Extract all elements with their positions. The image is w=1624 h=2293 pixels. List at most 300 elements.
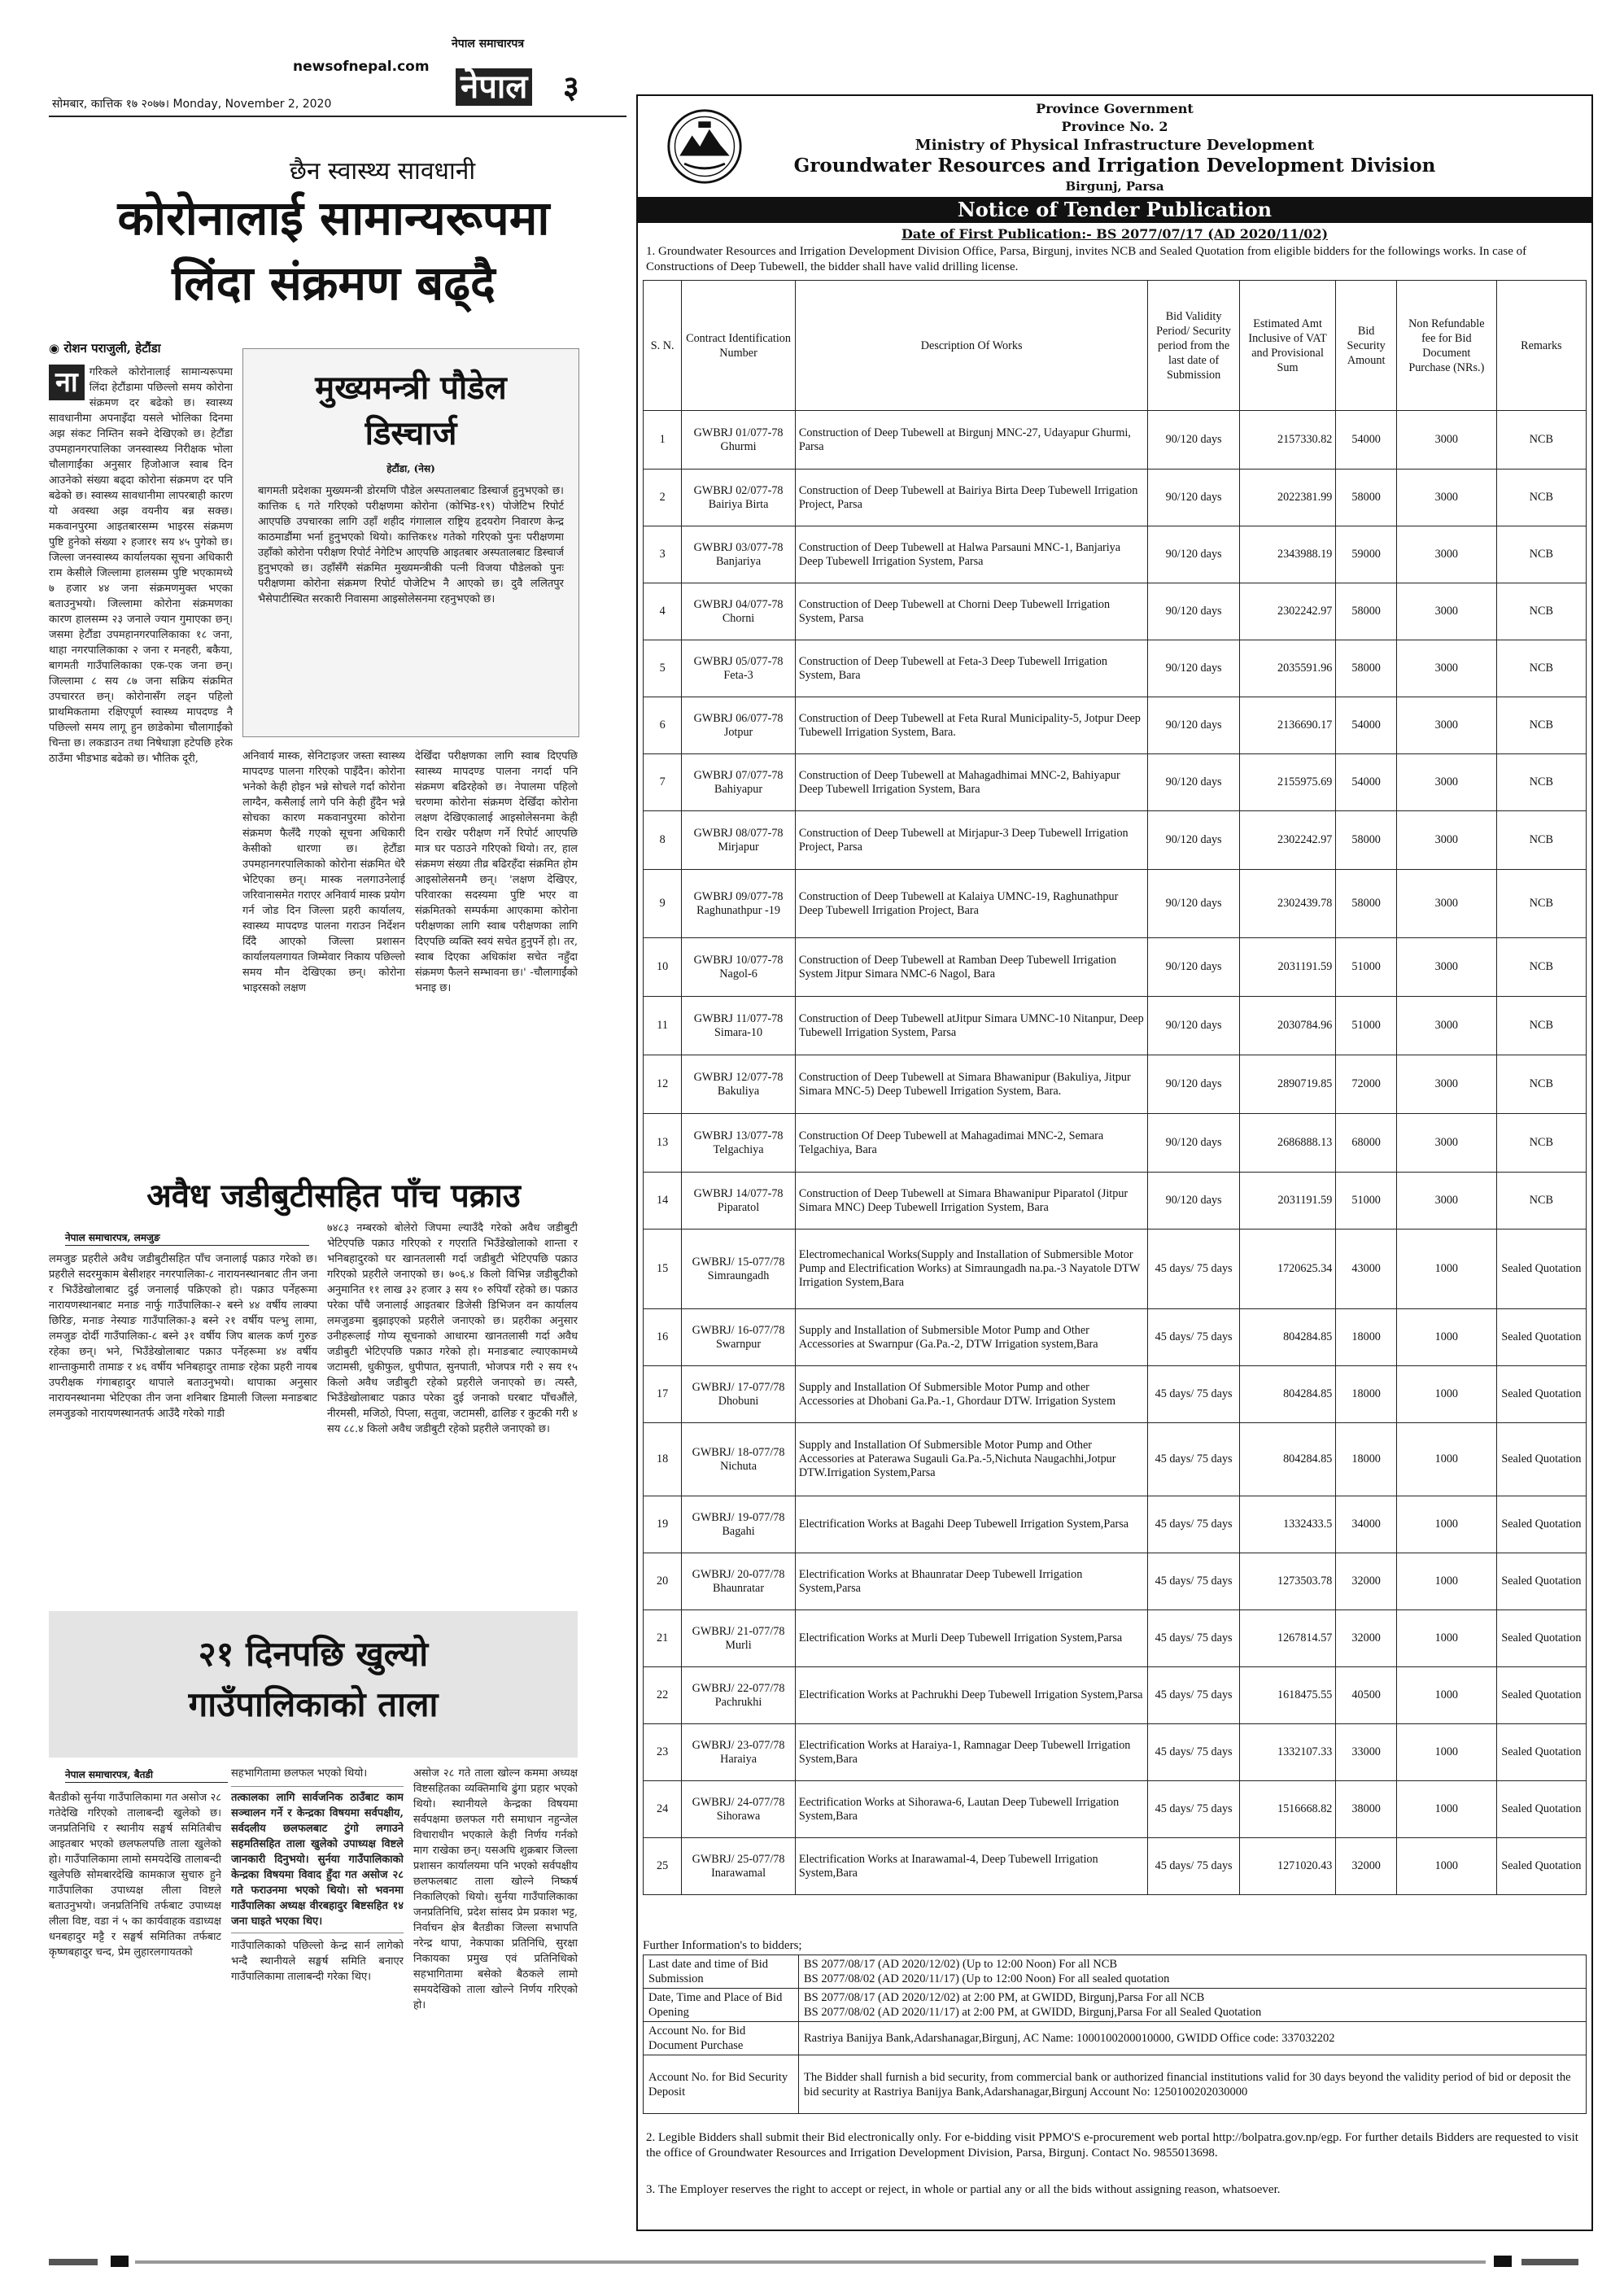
- cell-bid-validity: 45 days/ 75 days: [1148, 1496, 1239, 1553]
- notice-line-3: Ministry of Physical Infrastructure Development: [915, 137, 1315, 154]
- cell-remarks: Sealed Quotation: [1496, 1309, 1586, 1366]
- cell-estimated-amount: 2302242.97: [1239, 811, 1336, 870]
- cell-description: Electrification Works at Bhaunratar Deep Tubewell Irrigation System,Parsa: [795, 1553, 1148, 1610]
- cell-remarks: Sealed Quotation: [1496, 1366, 1586, 1423]
- cell-sn: 7: [644, 754, 682, 811]
- cell-remarks: NCB: [1496, 470, 1586, 526]
- cell-contract-id: GWBRJ/ 19-077/78 Bagahi: [682, 1496, 796, 1553]
- cell-description: Construction of Deep Tubewell at Feta Rural Municipality-5, Jotpur Deep Tubewell Irrigation System, Bara.: [795, 697, 1148, 754]
- cell-estimated-amount: 2343988.19: [1239, 526, 1336, 583]
- cell-bid-security: 18000: [1336, 1309, 1397, 1366]
- bidder-info-body: [644, 1955, 1587, 2114]
- col-header-bid-security: Bid Security Amount: [1336, 281, 1397, 411]
- cell-sn: 1: [644, 411, 682, 470]
- info-row: [644, 1989, 1587, 2022]
- cell-contract-id: GWBRJ 13/077-78 Telgachiya: [682, 1114, 796, 1173]
- cell-bid-fee: 3000: [1396, 870, 1496, 938]
- cell-estimated-amount: 2136690.17: [1239, 697, 1336, 754]
- cell-sn: 15: [644, 1229, 682, 1309]
- info-value: [799, 2022, 1587, 2055]
- col-header-bid-fee: Non Refundable fee for Bid Document Purchase (NRs.): [1396, 281, 1496, 411]
- cell-sn: 16: [644, 1309, 682, 1366]
- cell-bid-fee: 3000: [1396, 470, 1496, 526]
- notice-division-title: Groundwater Resources and Irrigation Development Division: [793, 155, 1436, 177]
- tender-row: [644, 1229, 1587, 1309]
- cell-bid-validity: 90/120 days: [1148, 997, 1239, 1055]
- story3-highlight: तत्कालका लागि सार्वजनिक ठाउँबाट काम सञ्चालन गर्ने र केन्द्रका विषयमा सर्वपक्षीय, सर्वदलीय छलफलबाट टुंगो लगाउने सहमतिसहित ताला खुलेको उपाध्यक्ष विष्टले जानकारी दिनुभयो। सुर्नया गाउँपालिकाको केन्द्रका विषयमा विवाद हुँदा गत असोज २८ गते फराउनमा भएको थियो। सो भवनमा गाउँपालिका अध्यक्ष वीरबहादुर बिष्टसहित १४ जना घाइते भएका थिए।: [231, 1786, 404, 1933]
- cell-description: Construction of Deep Tubewell at Simara Bhawanipur (Bakuliya, Jitpur Simara MNC-5) Deep Tubewell Irrigation System, Bara.: [795, 1055, 1148, 1114]
- cell-bid-validity: 90/120 days: [1148, 1114, 1239, 1173]
- tender-row: [644, 1366, 1587, 1423]
- cell-bid-security: 58000: [1336, 470, 1397, 526]
- cell-estimated-amount: 1332107.33: [1239, 1724, 1336, 1781]
- cell-bid-fee: 3000: [1396, 1173, 1496, 1229]
- cell-bid-fee: 1000: [1396, 1366, 1496, 1423]
- cell-remarks: Sealed Quotation: [1496, 1229, 1586, 1309]
- tender-row: [644, 997, 1587, 1055]
- cell-bid-fee: 1000: [1396, 1781, 1496, 1838]
- cell-bid-security: 54000: [1336, 411, 1397, 470]
- cell-bid-fee: 1000: [1396, 1610, 1496, 1667]
- cell-description: Construction of Deep Tubewell at Simara Bhawanipur Piparatol (Jitpur Simara MNC) Deep Tubewell Irrigation System, Bara: [795, 1173, 1148, 1229]
- cell-contract-id: GWBRJ/ 25-077/78 Inarawamal: [682, 1838, 796, 1895]
- tender-row: [644, 1423, 1587, 1496]
- tender-table: [643, 280, 1587, 1895]
- story3-headline-line2: गाउँपालिकाको ताला: [188, 1684, 439, 1724]
- info-label: Account No. for Bid Document Purchase: [644, 2022, 799, 2055]
- story1-headline-line1: कोरोनालाई सामान्यरूपमा: [117, 190, 550, 246]
- cell-bid-fee: 3000: [1396, 526, 1496, 583]
- cell-description: Construction of Deep Tubewell at Feta-3 Deep Tubewell Irrigation System, Bara: [795, 640, 1148, 697]
- col-header-description: Description Of Works: [795, 281, 1148, 411]
- notice-publication-date: Date of First Publication:- BS 2077/07/17 (AD 2020/11/02): [901, 226, 1329, 242]
- cell-remarks: Sealed Quotation: [1496, 1667, 1586, 1724]
- tender-row: [644, 1173, 1587, 1229]
- story1-byline: ◉ रोशन पराजुली, हेटौंडा: [49, 341, 161, 356]
- story3-column-1: बैतडीको सुर्नया गाउँपालिकामा गत असोज २८ गतेदेखि गरिएको तालाबन्दी खुलेको छ। जनप्रतिनिधि र स्थानीय सङ्घर्ष समितिबीच आइतबार भएको छलफलपछि ताला खुलेको हो। गाउँपालिकामा लामो समयदेखि तालाबन्दी खुलेपछि सोमबारदेखि कामकाज सुचारु हुने गाउँपालिका उपाध्यक्ष लीला विष्टले बताउनुभयो। जनप्रतिनिधि तर्फबाट उपाध्यक्ष लीला विष्ट, वडा नं ५ का कार्यवाहक वडाध्यक्ष धनबहादुर मट्टै र सङ्घर्ष समितिका तर्फबाट कृष्णबहादुर चन्द, प्रेम लुहारलगायतको: [49, 1792, 221, 1959]
- cell-bid-validity: 45 days/ 75 days: [1148, 1838, 1239, 1895]
- cell-contract-id: GWBRJ/ 23-077/78 Haraiya: [682, 1724, 796, 1781]
- cell-sn: 24: [644, 1781, 682, 1838]
- tender-row: [644, 526, 1587, 583]
- cell-bid-validity: 90/120 days: [1148, 640, 1239, 697]
- cell-estimated-amount: 1720625.34: [1239, 1229, 1336, 1309]
- cell-description: Construction of Deep Tubewell at Kalaiya UMNC-19, Raghunathpur Deep Tubewell Irrigation Project, Bara: [795, 870, 1148, 938]
- cell-contract-id: GWBRJ 08/077-78 Mirjapur: [682, 811, 796, 870]
- cell-bid-validity: 45 days/ 75 days: [1148, 1229, 1239, 1309]
- cell-remarks: NCB: [1496, 938, 1586, 997]
- info-value-line-1: BS 2077/08/17 (AD 2020/12/02) (Up to 12:00 Noon) For all NCB: [804, 1958, 1118, 1971]
- cell-bid-validity: 90/120 days: [1148, 938, 1239, 997]
- cell-contract-id: GWBRJ 12/077-78 Bakuliya: [682, 1055, 796, 1114]
- notice-line-5: Birgunj, Parsa: [1065, 179, 1164, 194]
- tender-row: [644, 640, 1587, 697]
- story2-tag-underline: [65, 1245, 309, 1246]
- cell-description: Electrification Works at Murli Deep Tubewell Irrigation System,Parsa: [795, 1610, 1148, 1667]
- footer-block-right: [1494, 2256, 1512, 2267]
- cell-bid-security: 59000: [1336, 526, 1397, 583]
- cell-sn: 6: [644, 697, 682, 754]
- cell-remarks: Sealed Quotation: [1496, 1423, 1586, 1496]
- cell-bid-validity: 45 days/ 75 days: [1148, 1309, 1239, 1366]
- cell-bid-fee: 1000: [1396, 1309, 1496, 1366]
- cell-remarks: Sealed Quotation: [1496, 1610, 1586, 1667]
- cell-bid-validity: 90/120 days: [1148, 526, 1239, 583]
- cell-remarks: Sealed Quotation: [1496, 1496, 1586, 1553]
- cell-bid-security: 51000: [1336, 1173, 1397, 1229]
- cell-contract-id: GWBRJ/ 18-077/78 Nichuta: [682, 1423, 796, 1496]
- tender-table-body: [644, 411, 1587, 1895]
- tender-row: [644, 697, 1587, 754]
- cell-contract-id: GWBRJ/ 16-077/78 Swarnpur: [682, 1309, 796, 1366]
- info-value: [799, 1955, 1587, 1989]
- chief-minister-box-place: हेटौंडा, (नेस): [386, 463, 435, 474]
- cell-description: Construction of Deep Tubewell at Halwa Parsauni MNC-1, Banjariya Deep Tubewell Irrigation System, Parsa: [795, 526, 1148, 583]
- story1-headline-line2: लिंदा संक्रमण बढ्दै: [172, 256, 495, 311]
- page-number: ३: [563, 69, 579, 105]
- cell-remarks: Sealed Quotation: [1496, 1781, 1586, 1838]
- story2-headline: अवैध जडीबुटीसहित पाँच पक्राउ: [146, 1177, 521, 1215]
- cell-bid-validity: 45 days/ 75 days: [1148, 1724, 1239, 1781]
- tender-row: [644, 1055, 1587, 1114]
- cell-description: Electromechanical Works(Supply and Installation of Submersible Motor Pump and Electrification Works) at Simraungadh na.pa.-3 Nayatole DTW Irrigation System,Bara: [795, 1229, 1148, 1309]
- cell-description: Construction Of Deep Tubewell at Mahagadimai MNC-2, Semara Telgachiya, Bara: [795, 1114, 1148, 1173]
- cell-remarks: NCB: [1496, 754, 1586, 811]
- cell-contract-id: GWBRJ/ 15-077/78 Simraungadh: [682, 1229, 796, 1309]
- info-value-line-2: BS 2077/08/02 (AD 2020/11/17) at 2:00 PM, at GWIDD, Birgunj,Parsa For all Sealed Quotation: [804, 2006, 1262, 2019]
- notice-line-2: Province No. 2: [1061, 119, 1168, 134]
- cell-remarks: NCB: [1496, 1173, 1586, 1229]
- cell-bid-fee: 3000: [1396, 1055, 1496, 1114]
- story2-tagline: नेपाल समाचारपत्र, लमजुङ: [65, 1232, 160, 1243]
- further-info-heading: Further Information's to bidders;: [643, 1939, 802, 1952]
- footer-rule-right: [1521, 2259, 1578, 2265]
- cell-bid-fee: 3000: [1396, 640, 1496, 697]
- cell-contract-id: GWBRJ/ 17-077/78 Dhobuni: [682, 1366, 796, 1423]
- info-row: [644, 1955, 1587, 1989]
- cell-bid-validity: 45 days/ 75 days: [1148, 1553, 1239, 1610]
- cell-sn: 5: [644, 640, 682, 697]
- cell-remarks: NCB: [1496, 583, 1586, 640]
- footer-block-left: [111, 2256, 129, 2267]
- cell-description: Electrification Works at Inarawamal-4, Deep Tubewell Irrigation System,Bara: [795, 1838, 1148, 1895]
- cell-bid-security: 54000: [1336, 697, 1397, 754]
- tender-row: [644, 811, 1587, 870]
- footer-rule-center: [135, 2260, 1486, 2264]
- cell-bid-security: 32000: [1336, 1553, 1397, 1610]
- cell-remarks: NCB: [1496, 997, 1586, 1055]
- cell-description: Eectrification Works at Sihorawa-6, Lautan Deep Tubewell Irrigation System,Bara: [795, 1781, 1148, 1838]
- cell-estimated-amount: 2155975.69: [1239, 754, 1336, 811]
- cell-estimated-amount: 2686888.13: [1239, 1114, 1336, 1173]
- paper-name-big: नेपाल: [456, 68, 532, 106]
- cell-contract-id: GWBRJ 04/077-78 Chorni: [682, 583, 796, 640]
- cell-bid-validity: 45 days/ 75 days: [1148, 1610, 1239, 1667]
- story1-column-2: अनिवार्य मास्क, सेनिटाइजर जस्ता स्वास्थ्य मापदण्ड पालना गरिएको पाइँदैन। कोरोना भनेको केही होइन भन्ने सोचले गर्दा कोरोना लाग्दैन, कसैलाई लागे पनि केही हुँदैन भन्ने सोचका कारण मकवानपुरमा कोरोना संक्रमण फैलँदै गएको सूचना अधिकारी केसीको धारणा छ। हेटौंडा उपमहानगरपालिकाको कोरोना संक्रमित धेरै भेटिएका छन्। मास्क नलगाउनेलाई जरिवानासमेत गराएर अनिवार्य मास्क प्रयोग गर्न जोड दिन जिल्ला प्रहरी कार्यालय, स्वास्थ्य मापदण्ड पालना गराउन निर्देशन दिँदै आएको जिल्ला प्रशासन कार्यालयलगायत जिम्मेवार निकाय पछिल्लो समय मौन देखिएका छन्। कोरोना भाइरसको लक्षण: [242, 750, 405, 994]
- cell-bid-security: 33000: [1336, 1724, 1397, 1781]
- info-value-line-2: BS 2077/08/02 (AD 2020/11/17) (Up to 12:00 Noon) For all sealed quotation: [804, 1972, 1170, 1985]
- story2-column-2: ७४८३ नम्बरको बोलेरो जिपमा ल्याउँदै गरेको अवैध जडीबुटी भेटिएपछि पक्राउ गरिएको र गएराति भिउँडेखोलाको शान्ता र भनिबहादुरको घर खानतलासी गर्दा जडीबुटी भेटिएपछि पक्राउ गरिएको प्रहरीले जनाएको छ। ७०६.४ किलो विभिन्न जडीबुटीको अनुमानित ११ लाख ३२ हजार ३ सय १० रुपियाँ रहेको छ। पक्राउ परेका पाँचै जनालाई आइतबार डिजेसी डिभिजन वन कार्यालय लमजुङमा बुझाइएको प्रहरीले जनाएको छ। प्रहरीका अनुसार उनीहरूलाई गोप्य सूचनाको आधारमा खानतलासी गर्दा अवैध जडीबुटी भेटिएपछि पक्राउ गरेको हो। मनाङबाट ल्याएकामध्ये जटामसी, धुकीफुल, धुपीपात, सुनपाती, भोजपत्र गरी २ सय १५ किलो अवैध जडीबुटी रहेको प्रहरीले जनाएको छ। त्यस्तै, भिउँडेखोलाबाट पक्राउ परेका दुई जनाको घरबाट पाँचऔंले, नीरमसी, मजिठो, पिप्ला, सतुवा, जटामसी, ढालिङ र कुटकी गरी ४ सय ८८.४ किलो अवैध जडीबुटी रहेको प्रहरीले जनाएको छ।: [327, 1222, 578, 1435]
- cell-contract-id: GWBRJ/ 24-077/78 Sihorawa: [682, 1781, 796, 1838]
- story3-column-2: [231, 1766, 404, 2197]
- cell-bid-security: 32000: [1336, 1838, 1397, 1895]
- cell-estimated-amount: 1271020.43: [1239, 1838, 1336, 1895]
- info-value: [799, 2055, 1587, 2114]
- paper-name-small: नेपाल समाचारपत्र: [452, 37, 525, 50]
- cell-bid-security: 51000: [1336, 997, 1397, 1055]
- info-label: Account No. for Bid Security Deposit: [644, 2055, 799, 2114]
- cell-remarks: Sealed Quotation: [1496, 1553, 1586, 1610]
- tender-row: [644, 754, 1587, 811]
- cell-remarks: Sealed Quotation: [1496, 1724, 1586, 1781]
- story3-column-2-text-b: गाउँपालिकाको पछिल्लो केन्द्र सार्न लागेको भन्दै स्थानीयले सङ्घर्ष समिति बनाएर गाउँपालिकामा तालाबन्दी गरेका थिए।: [231, 1940, 404, 1983]
- cell-bid-validity: 90/120 days: [1148, 583, 1239, 640]
- cell-estimated-amount: 2031191.59: [1239, 1173, 1336, 1229]
- cell-estimated-amount: 2302439.78: [1239, 870, 1336, 938]
- cell-contract-id: GWBRJ 01/077-78 Ghurmi: [682, 411, 796, 470]
- col-header-estimated-amount: Estimated Amt Inclusive of VAT and Provisional Sum: [1239, 281, 1336, 411]
- story3-column-3: असोज २८ गते ताला खोल्न कममा अध्यक्ष विष्टसहितका व्यक्तिमाथि ढुंगा प्रहार भएको थियो। स्थानीयले केन्द्रका विषयमा सर्वपक्षमा छलफल गरी समाधान नहुन्जेल विचाराधीन भएकाले केही निर्णय गर्नको माग राखेका छन्। यसअघि शुक्रबार जिल्ला प्रशासन कार्यालयमा पनि भएको सर्वपक्षीय छलफलबाट ताला खोल्ने निष्कर्ष निकालिएको थियो। सुर्नया गाउँपालिकाका जनप्रतिनिधि, प्रदेश सांसद प्रेम प्रकाश भट्ट, निर्वाचन क्षेत्र बैतडीका जिल्ला सभापति नरेन्द्र थापा, नेकपाका प्रतिनिधि, सुरक्षा निकायका प्रमुख एवं प्रतिनिधिको सहभागितामा बसेको बैठकले लामो समयदेखिको ताला खोल्ने निर्णय गरिएको हो।: [413, 1767, 578, 2011]
- cell-estimated-amount: 2030784.96: [1239, 997, 1336, 1055]
- cell-sn: 21: [644, 1610, 682, 1667]
- cell-remarks: NCB: [1496, 526, 1586, 583]
- story3-column-2-text-a: सहभागितामा छलफल भएको थियो।: [231, 1767, 368, 1780]
- cell-bid-validity: 45 days/ 75 days: [1148, 1781, 1239, 1838]
- cell-bid-validity: 90/120 days: [1148, 470, 1239, 526]
- tender-row: [644, 1496, 1587, 1553]
- cell-estimated-amount: 2031191.59: [1239, 938, 1336, 997]
- cell-contract-id: GWBRJ 09/077-78 Raghunathpur -19: [682, 870, 796, 938]
- cell-bid-validity: 90/120 days: [1148, 697, 1239, 754]
- cell-description: Supply and Installation Of Submersible Motor Pump and other Accessories at Dhobani Ga.Pa.-1, Ghordaur DTW. Irrigation System: [795, 1366, 1148, 1423]
- story1-column-3: देखिँदा परीक्षणका लागि स्वाब दिएपछि स्वास्थ्य मापदण्ड पालना नगर्दा पनि संक्रमण बढिरहेको छ। नेपालमा पहिलो चरणमा कोरोना संक्रमण देखिँदा कोरोना लक्षण देखिएकालाई आइसोलेसनमा केही दिन राखेर परीक्षण गर्ने रिपोर्ट आएपछि मात्र घर पठाउने गरिएको थियो। तर, हाल संक्रमण संख्या तीव्र बढिरहँदा संक्रमित होम आइसोलेसनमै छन्। 'लक्षण देखिएर, परिवारका सदस्यमा पुष्टि भएर वा संक्रमितको सम्पर्कमा आएकामा कोरोना परीक्षणका लागि स्वाब परीक्षणका लागि दिएपछि व्यक्ति स्वयं सचेत हुनुपर्ने हो। तर, स्वाब दिएका अधिकांश सचेत नहुँदा संक्रमण फैलने सम्भावना छ।' -चौलागाईंको भनाइ छ।: [415, 750, 578, 994]
- tender-row: [644, 1114, 1587, 1173]
- info-value-line-1: BS 2077/08/17 (AD 2020/12/02) at 2:00 PM, at GWIDD, Birgunj,Parsa For all NCB: [804, 1991, 1205, 2004]
- cell-description: Construction of Deep Tubewell at Birgunj MNC-27, Udayapur Ghurmi, Parsa: [795, 411, 1148, 470]
- notice-note-2: 2. Legible Bidders shall submit their Bid electronically only. For e-bidding visit PPMO'S e-procurement web portal http://bolpatra.gov.np/egp. For further details Bidders are requested to visit the office of Groundwater Resources and Irrigation Development Division, Parsa, Birgunj. Contact No. 9855013698.: [646, 2131, 1578, 2160]
- cell-description: Electrification Works at Bagahi Deep Tubewell Irrigation System,Parsa: [795, 1496, 1148, 1553]
- tender-row: [644, 470, 1587, 526]
- story3-headline-box: [49, 1611, 578, 1758]
- cell-bid-validity: 90/120 days: [1148, 870, 1239, 938]
- cell-estimated-amount: 2035591.96: [1239, 640, 1336, 697]
- cell-remarks: NCB: [1496, 1055, 1586, 1114]
- cell-bid-validity: 45 days/ 75 days: [1148, 1667, 1239, 1724]
- cell-bid-security: 18000: [1336, 1366, 1397, 1423]
- cell-description: Supply and Installation of Submersible Motor Pump and Other Accessories at Swarnpur (Ga.Pa.-2, DTW Irrigation system,Bara: [795, 1309, 1148, 1366]
- story1-byline-text: रोशन पराजुली, हेटौंडा: [63, 341, 161, 356]
- masthead-divider: [49, 116, 626, 117]
- tender-row: [644, 411, 1587, 470]
- cell-contract-id: GWBRJ 14/077-78 Piparatol: [682, 1173, 796, 1229]
- chief-minister-box-title-2: डिस्चार्ज: [365, 415, 457, 452]
- info-value-line-1: The Bidder shall furnish a bid security, from commercial bank or authorized financial institutions valid for 30 days beyond the validity period of bid or deposit the bid security at Rastriya Banijya Bank,Adarshanagar,Birgunj Account No: 1250100202030000: [804, 2070, 1571, 2099]
- cell-sn: 9: [644, 870, 682, 938]
- cell-bid-validity: 90/120 days: [1148, 411, 1239, 470]
- col-header-contract-id: Contract Identification Number: [682, 281, 796, 411]
- notice-intro: 1. Groundwater Resources and Irrigation Development Division Office, Parsa, Birgunj, invites NCB and Sealed Quotation from eligible bidders for the followings works. In case of Constructions of Deep Tubewell, the bidder shall have valid drilling license.: [646, 245, 1527, 273]
- cell-bid-security: 58000: [1336, 811, 1397, 870]
- cell-estimated-amount: 2157330.82: [1239, 411, 1336, 470]
- cell-bid-fee: 3000: [1396, 811, 1496, 870]
- site-name: newsofnepal.com: [293, 59, 430, 75]
- cell-sn: 4: [644, 583, 682, 640]
- cell-contract-id: GWBRJ 11/077-78 Simara-10: [682, 997, 796, 1055]
- cell-description: Construction of Deep Tubewell at Mahagadhimai MNC-2, Bahiyapur Deep Tubewell Irrigation System, Bara: [795, 754, 1148, 811]
- cell-sn: 14: [644, 1173, 682, 1229]
- tender-table-header-row: [644, 281, 1587, 411]
- story1-column-1-text: गरिकले कोरोनालाई सामान्यरूपमा लिंदा हेटौंडामा पछिल्लो समय कोरोना संक्रमण दर बढेको छ। स्वास्थ्य सावधानीमा अपनाइँदा यसले भोलिका दिनमा अझ संकट निम्तिन सक्ने देखिएको छ। हेटौंडा उपमहानगरपालिका जनस्वास्थ्य निरीक्षक भोला चौलागाईंका अनुसार हिजोआज स्वाब दिन आउनेको संख्या बढ्दा कोरोना संक्रमण दर पनि बढेको छ। स्वास्थ्य सावधानीमा लापरबाही कारण यो अवस्था अझ वयनीय बन्न सक्छ। मकवानपुरमा आइतबारसम्म भाइरस संक्रमण पुष्टि हुनेको संख्या २ हजार१ सय ४५ पुगेको छ। जिल्ला जनस्वास्थ्य कार्यालयका सूचना अधिकारी राम केसीले जिल्लामा हालसम्म पुष्टि भएकामध्ये ७ हजार ४४ जना संक्रमणमुक्त भएका बताउनुभयो। जिल्लामा कोरोना संक्रमणका कारण हालसम्म २३ जनाले ज्यान गुमाएका छन्। जसमा हेटौंडा उपमहानगरपालिकाका १८ जना, थाहा नगरपालिकाका २ जना र मनहरी, बकैया, बागमती गाउँपालिकाका एक-एक जना छन्। जिल्लामा ८ सय ८७ जना सक्रिय संक्रमित उपचाररत छन्। कोरोनासँग लड्न पहिलो प्राथमिकतामा रक्षिएपूर्ण स्वास्थ्य मापदण्ड नै पछिल्लो समय लागू हुन छाडेकोमा चौलागाईंको चिन्ता छ। लकडाउन तथा निषेधाज्ञा हटेपछि हरेक ठाउँमा भीडभाड बढेको छ। भौतिक दूरी,: [49, 366, 233, 765]
- cell-bid-security: 43000: [1336, 1229, 1397, 1309]
- story1-headline: [49, 186, 618, 316]
- cell-bid-security: 18000: [1336, 1423, 1397, 1496]
- cell-estimated-amount: 2890719.85: [1239, 1055, 1336, 1114]
- cell-sn: 3: [644, 526, 682, 583]
- cell-contract-id: GWBRJ 02/077-78 Bairiya Birta: [682, 470, 796, 526]
- cell-remarks: NCB: [1496, 697, 1586, 754]
- chief-minister-box: [242, 348, 579, 737]
- story1-kicker: छैन स्वास्थ्य सावधानी: [289, 157, 476, 186]
- cell-bid-validity: 90/120 days: [1148, 754, 1239, 811]
- story1-column-1: [49, 365, 233, 1170]
- cell-bid-fee: 1000: [1396, 1229, 1496, 1309]
- cell-bid-security: 54000: [1336, 754, 1397, 811]
- cell-remarks: NCB: [1496, 640, 1586, 697]
- cell-description: Construction of Deep Tubewell at Bairiya Birta Deep Tubewell Irrigation Project, Parsa: [795, 470, 1148, 526]
- tender-row: [644, 583, 1587, 640]
- col-header-sn: S. N.: [644, 281, 682, 411]
- dateline: सोमबार, कात्तिक १७ २०७७। Monday, November 2, 2020: [52, 98, 332, 111]
- cell-contract-id: GWBRJ 05/077-78 Feta-3: [682, 640, 796, 697]
- cell-bid-fee: 3000: [1396, 1114, 1496, 1173]
- cell-sn: 2: [644, 470, 682, 526]
- cell-bid-security: 58000: [1336, 870, 1397, 938]
- cell-description: Construction of Deep Tubewell atJitpur Simara UMNC-10 Nitanpur, Deep Tubewell Irrigation System, Parsa: [795, 997, 1148, 1055]
- cell-description: Construction of Deep Tubewell at Ramban Deep Tubewell Irrigation System Jitpur Simara NMC-6 Nagol, Bara: [795, 938, 1148, 997]
- cell-contract-id: GWBRJ 10/077-78 Nagol-6: [682, 938, 796, 997]
- cell-sn: 20: [644, 1553, 682, 1610]
- cell-estimated-amount: 804284.85: [1239, 1366, 1336, 1423]
- cell-sn: 13: [644, 1114, 682, 1173]
- story2-column-1: लमजुङ प्रहरीले अवैध जडीबुटीसहित पाँच जनालाई पक्राउ गरेको छ। प्रहरीले सदरमुकाम बेसीशहर नगरपालिका-८ नारायनस्थानबाट तीन जना र भिउँडेखोलाबाट दुई जनालाई पक्रिएको हो। पक्राउ पर्नेहरूमा नारायणस्थानबाट मनाङ नार्फु गाउँपालिका-२ बस्ने ४४ वर्षीय लाक्पा छिरिङ, मनाङ नेस्याङ गाउँपालिका-३ बस्ने २१ वर्षीय पल्भु लामा, लमजुङ दोर्दी गाउँपालिका-८ बस्ने ३१ वर्षीय जिप बालक कर्ण गुरुङ रहेका छन्। भने, भिउँडेखोलाबाट पक्राउ पर्नेहरूमा ४४ वर्षीय शान्ताकुमारी तामाङ र ४६ वर्षीय भनिबहादुर तामाङ रहेका प्रहरी नायब उपरीक्षक गंगाबहादुर थापाले बताउनुभयो। थापाका अनुसार नारायनस्थानमा भेटिएका तीन जना शनिबार डिमाली जिल्ला मनाङबाट लमजुङको नारायणस्थानतर्फ आउँदै गरेको गाडी: [49, 1253, 317, 1420]
- cell-bid-security: 51000: [1336, 938, 1397, 997]
- cell-bid-fee: 1000: [1396, 1667, 1496, 1724]
- notice-title-bar: Notice of Tender Publication: [638, 197, 1591, 223]
- cell-bid-fee: 3000: [1396, 583, 1496, 640]
- cell-sn: 22: [644, 1667, 682, 1724]
- tender-notice: [636, 94, 1593, 2231]
- cell-estimated-amount: 1516668.82: [1239, 1781, 1336, 1838]
- cell-bid-validity: 90/120 days: [1148, 1055, 1239, 1114]
- bidder-info-table: [643, 1955, 1587, 2114]
- info-value: [799, 1989, 1587, 2022]
- cell-contract-id: GWBRJ 06/077-78 Jotpur: [682, 697, 796, 754]
- tender-row: [644, 1838, 1587, 1895]
- cell-bid-security: 40500: [1336, 1667, 1397, 1724]
- cell-bid-security: 34000: [1336, 1496, 1397, 1553]
- cell-description: Construction of Deep Tubewell at Mirjapur-3 Deep Tubewell Irrigation Project, Parsa: [795, 811, 1148, 870]
- cell-estimated-amount: 1267814.57: [1239, 1610, 1336, 1667]
- cell-sn: 10: [644, 938, 682, 997]
- cell-bid-fee: 1000: [1396, 1423, 1496, 1496]
- cell-bid-fee: 3000: [1396, 754, 1496, 811]
- story3-headline-line1: २१ दिनपछि खुल्यो: [198, 1634, 429, 1674]
- cell-bid-validity: 90/120 days: [1148, 811, 1239, 870]
- cell-remarks: NCB: [1496, 411, 1586, 470]
- cell-contract-id: GWBRJ/ 20-077/78 Bhaunratar: [682, 1553, 796, 1610]
- cell-bid-fee: 3000: [1396, 997, 1496, 1055]
- info-row: [644, 2055, 1587, 2114]
- notice-note-3: 3. The Employer reserves the right to accept or reject, in whole or partial any or all the bids without assigning reason, whatsoever.: [646, 2183, 1281, 2196]
- cell-contract-id: GWBRJ 07/077-78 Bahiyapur: [682, 754, 796, 811]
- info-label: Date, Time and Place of Bid Opening: [644, 1989, 799, 2022]
- col-header-bid-validity: Bid Validity Period/ Security period from the last date of Submission: [1148, 281, 1239, 411]
- cell-bid-validity: 45 days/ 75 days: [1148, 1366, 1239, 1423]
- cell-bid-validity: 45 days/ 75 days: [1148, 1423, 1239, 1496]
- cell-bid-fee: 1000: [1396, 1496, 1496, 1553]
- tender-row: [644, 1667, 1587, 1724]
- info-label: Last date and time of Bid Submission: [644, 1955, 799, 1989]
- cell-description: Electrification Works at Haraiya-1, Ramnagar Deep Tubewell Irrigation System,Bara: [795, 1724, 1148, 1781]
- cell-bid-security: 58000: [1336, 583, 1397, 640]
- info-value-line-1: Rastriya Banijya Bank,Adarshanagar,Birgunj, AC Name: 1000100200010000, GWIDD Office code: 337032202: [804, 2032, 1335, 2045]
- tender-row: [644, 1309, 1587, 1366]
- cell-sn: 8: [644, 811, 682, 870]
- cell-estimated-amount: 2022381.99: [1239, 470, 1336, 526]
- cell-description: Electrification Works at Pachrukhi Deep Tubewell Irrigation System,Parsa: [795, 1667, 1148, 1724]
- cell-bid-security: 32000: [1336, 1610, 1397, 1667]
- chief-minister-box-text: बागमती प्रदेशका मुख्यमन्त्री डोरमणि पौडेल अस्पतालबाट डिस्चार्ज हुनुभएको छ। कात्तिक ६ गते गरिएको परीक्षणमा कोरोना (कोभिड-१९) पोजेटिभ रिपोर्ट आएपछि उपचारका लागि उहाँ शहीद गंगालाल राष्ट्रिय हृदयरोग निवारण केन्द्र काठमाडौंमा भर्ना हुनुभएको थियो। कात्तिक१४ गतेको गरिएको पुनः परीक्षणमा उहाँको कोरोना परीक्षण रिपोर्ट नेगेटिभ आएपछि आइतबार अस्पतालबाट डिस्चार्ज हुनुभएको छ। उहाँसँगै संक्रमित मुख्यमन्त्रीकी पत्नी विजया पौडेलको पुनः परीक्षणमा कोरोना संक्रमण रिपोर्ट पोजेटिभ नै आएको छ। दुवै ललितपुर भैसेपाटीस्थित सरकारी निवासमा आइसोलेसनमा रहनुभएको छ।: [258, 485, 564, 605]
- cell-sn: 11: [644, 997, 682, 1055]
- notice-line-1: Province Government: [1036, 101, 1194, 116]
- tender-row: [644, 1724, 1587, 1781]
- cell-remarks: NCB: [1496, 1114, 1586, 1173]
- cell-bid-fee: 3000: [1396, 938, 1496, 997]
- cell-bid-fee: 1000: [1396, 1553, 1496, 1610]
- cell-bid-security: 72000: [1336, 1055, 1397, 1114]
- chief-minister-box-title-1: मुख्यमन्त्री पौडेल: [315, 369, 507, 407]
- footer-rule-left: [49, 2259, 98, 2265]
- cell-estimated-amount: 1618475.55: [1239, 1667, 1336, 1724]
- cell-sn: 12: [644, 1055, 682, 1114]
- cell-contract-id: GWBRJ/ 21-077/78 Murli: [682, 1610, 796, 1667]
- cell-bid-security: 58000: [1336, 640, 1397, 697]
- cell-sn: 23: [644, 1724, 682, 1781]
- cell-remarks: NCB: [1496, 811, 1586, 870]
- cell-bid-fee: 1000: [1396, 1724, 1496, 1781]
- cell-remarks: Sealed Quotation: [1496, 1838, 1586, 1895]
- cell-contract-id: GWBRJ/ 22-077/78 Pachrukhi: [682, 1667, 796, 1724]
- cell-bid-fee: 3000: [1396, 697, 1496, 754]
- cell-description: Construction of Deep Tubewell at Chorni Deep Tubewell Irrigation System, Parsa: [795, 583, 1148, 640]
- cell-estimated-amount: 804284.85: [1239, 1423, 1336, 1496]
- tender-row: [644, 1553, 1587, 1610]
- cell-estimated-amount: 2302242.97: [1239, 583, 1336, 640]
- tender-row: [644, 1610, 1587, 1667]
- cell-contract-id: GWBRJ 03/077-78 Banjariya: [682, 526, 796, 583]
- tender-row: [644, 938, 1587, 997]
- cell-remarks: NCB: [1496, 870, 1586, 938]
- cell-estimated-amount: 804284.85: [1239, 1309, 1336, 1366]
- story3-tagline: नेपाल समाचारपत्र, बैतडी: [65, 1769, 153, 1780]
- cell-bid-fee: 3000: [1396, 411, 1496, 470]
- cell-bid-fee: 1000: [1396, 1838, 1496, 1895]
- tender-row: [644, 1781, 1587, 1838]
- cell-estimated-amount: 1273503.78: [1239, 1553, 1336, 1610]
- cell-bid-security: 38000: [1336, 1781, 1397, 1838]
- cell-estimated-amount: 1332433.5: [1239, 1496, 1336, 1553]
- cell-bid-validity: 90/120 days: [1148, 1173, 1239, 1229]
